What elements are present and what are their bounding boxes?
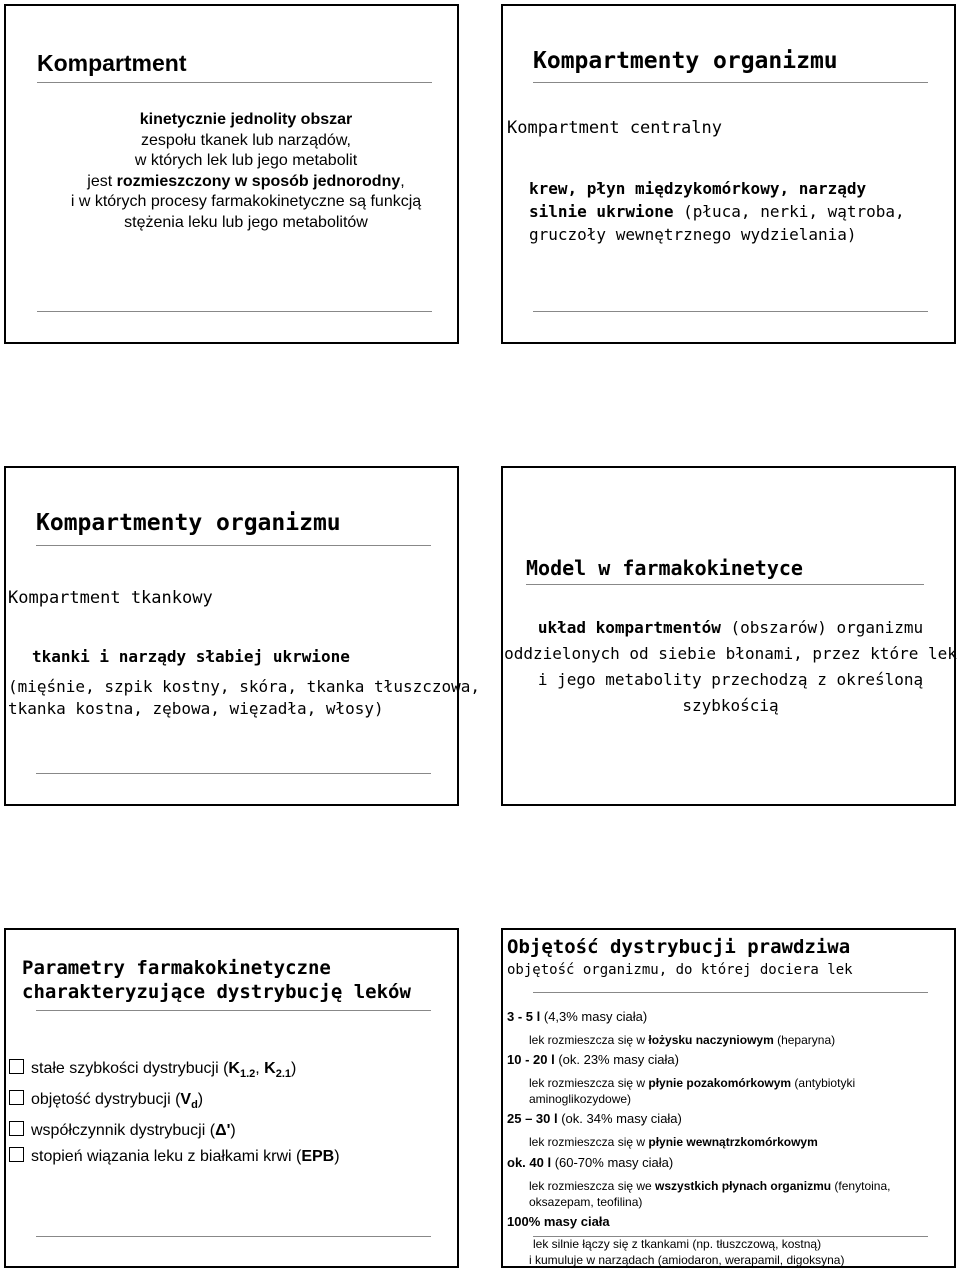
volume-row: 3 - 5 l (4,3% masy ciała) [507,1009,648,1024]
slide-kompartmenty-tkankowy [4,466,481,806]
slide-subtitle: Kompartment tkankowy [8,588,213,608]
body-line: układ kompartmentów (obszarów) organizmu [537,618,924,637]
footer-rule [37,311,432,312]
slide-title: Objętość dystrybucji prawdziwa [507,936,851,958]
slide-body [8,676,480,720]
title-underline [526,584,924,585]
volume-row: 10 - 20 l (ok. 23% masy ciała) [507,1052,679,1067]
slide-body [529,177,905,246]
title-underline [36,1010,431,1011]
body-line: i jego metabolity przechodzą z określoną [537,670,924,689]
slide-subtitle: objętość organizmu, do której dociera lek [507,962,853,978]
footer-rule [533,311,928,312]
slide-kompartmenty-centralny [501,4,956,344]
slide-title: Kompartmenty organizmu [533,48,838,74]
slide-objetosc [501,928,956,1268]
definition-line: zespołu tkanek lub narządów, [141,131,351,149]
slide-model [501,466,956,806]
slide-body-bold: tkanki i narządy słabiej ukrwione [32,647,350,666]
body-line: (mięśnie, szpik kostny, skóra, tkanka tłuszczowa, [8,677,481,696]
list-item: stopień wiązania leku z białkami krwi (EPB) [9,1144,340,1170]
body-line: gruczoły wewnętrznego wydzielania) [529,225,857,244]
slide-kompartment [4,4,459,344]
list-item: współczynnik dystrybucji (Δ') [9,1118,340,1144]
definition-text [26,110,466,233]
volume-description: lek rozmieszcza się w płynie pozakomórkowym (antybiotyki aminoglikozydowe) [529,1076,856,1106]
body-line: krew, płyn międzykomórkowy, narządy [529,179,867,198]
slide-title: Kompartmenty organizmu [36,510,341,536]
volume-description: lek rozmieszcza się we wszystkich płynach organizmu (fenytoina, oksazepam, teofilina) [529,1179,891,1209]
slide-subtitle: Kompartment centralny [507,118,722,138]
body-line: silnie ukrwione (płuca, nerki, wątroba, [529,202,905,221]
title-underline [533,992,928,993]
list-item: objętość dystrybucji $(V_d)$ [9,1087,340,1118]
definition-line: kinetycznie jednolity obszar [139,111,353,128]
volume-row: ok. 40 l (60-70% masy ciała) [507,1155,674,1170]
title-underline [37,82,432,83]
volume-row: 25 – 30 l (ok. 34% masy ciała) [507,1111,682,1126]
body-line: oddzielonych od siebie błonami, przez które lek [504,644,957,663]
list-item: stałe szybkości dystrybucji ($K_{1.2}$, $K_{2.1}$) [9,1056,340,1087]
title-underline [36,545,431,546]
definition-line: w których lek lub jego metabolit [134,152,358,169]
body-line: szybkością [682,696,779,715]
definition-line: stężenia leku lub jego metabolitów [124,213,368,231]
definition-line: i w których procesy farmakokinetyczne są funkcją [70,193,422,210]
title-underline [533,82,928,83]
slide-title: Model w farmakokinetyce [526,556,803,580]
checkbox-icon [9,1059,24,1074]
parameter-list [9,1056,340,1170]
volume-description: lek rozmieszcza się w płynie wewnątrzkomórkowym [529,1135,818,1149]
checkbox-icon [9,1090,24,1105]
volume-description: lek silnie łączy się z tkankami (np. tłuszczową, kostną) [533,1237,822,1251]
checkbox-icon [9,1147,24,1162]
body-line: tkanka kostna, zębowa, więzadła, włosy) [8,699,384,718]
volume-description: lek rozmieszcza się w łożysku naczyniowym (heparyna) [529,1033,836,1047]
slide-title: Parametry farmakokinetyczne charakteryzujące dystrybucję leków [22,957,411,1003]
footer-rule [36,1236,431,1237]
slide-title: Kompartment [37,50,187,76]
checkbox-icon [9,1121,24,1136]
volume-row: 100% masy ciała [507,1214,610,1229]
slide-body [503,615,958,719]
volume-description: i kumuluje w narządach (amiodaron, werapamil, digoksyna) [529,1253,845,1267]
definition-line: jest rozmieszczony w sposób jednorodny, [87,172,405,190]
slide-parametry [4,928,459,1268]
footer-rule [36,773,431,774]
